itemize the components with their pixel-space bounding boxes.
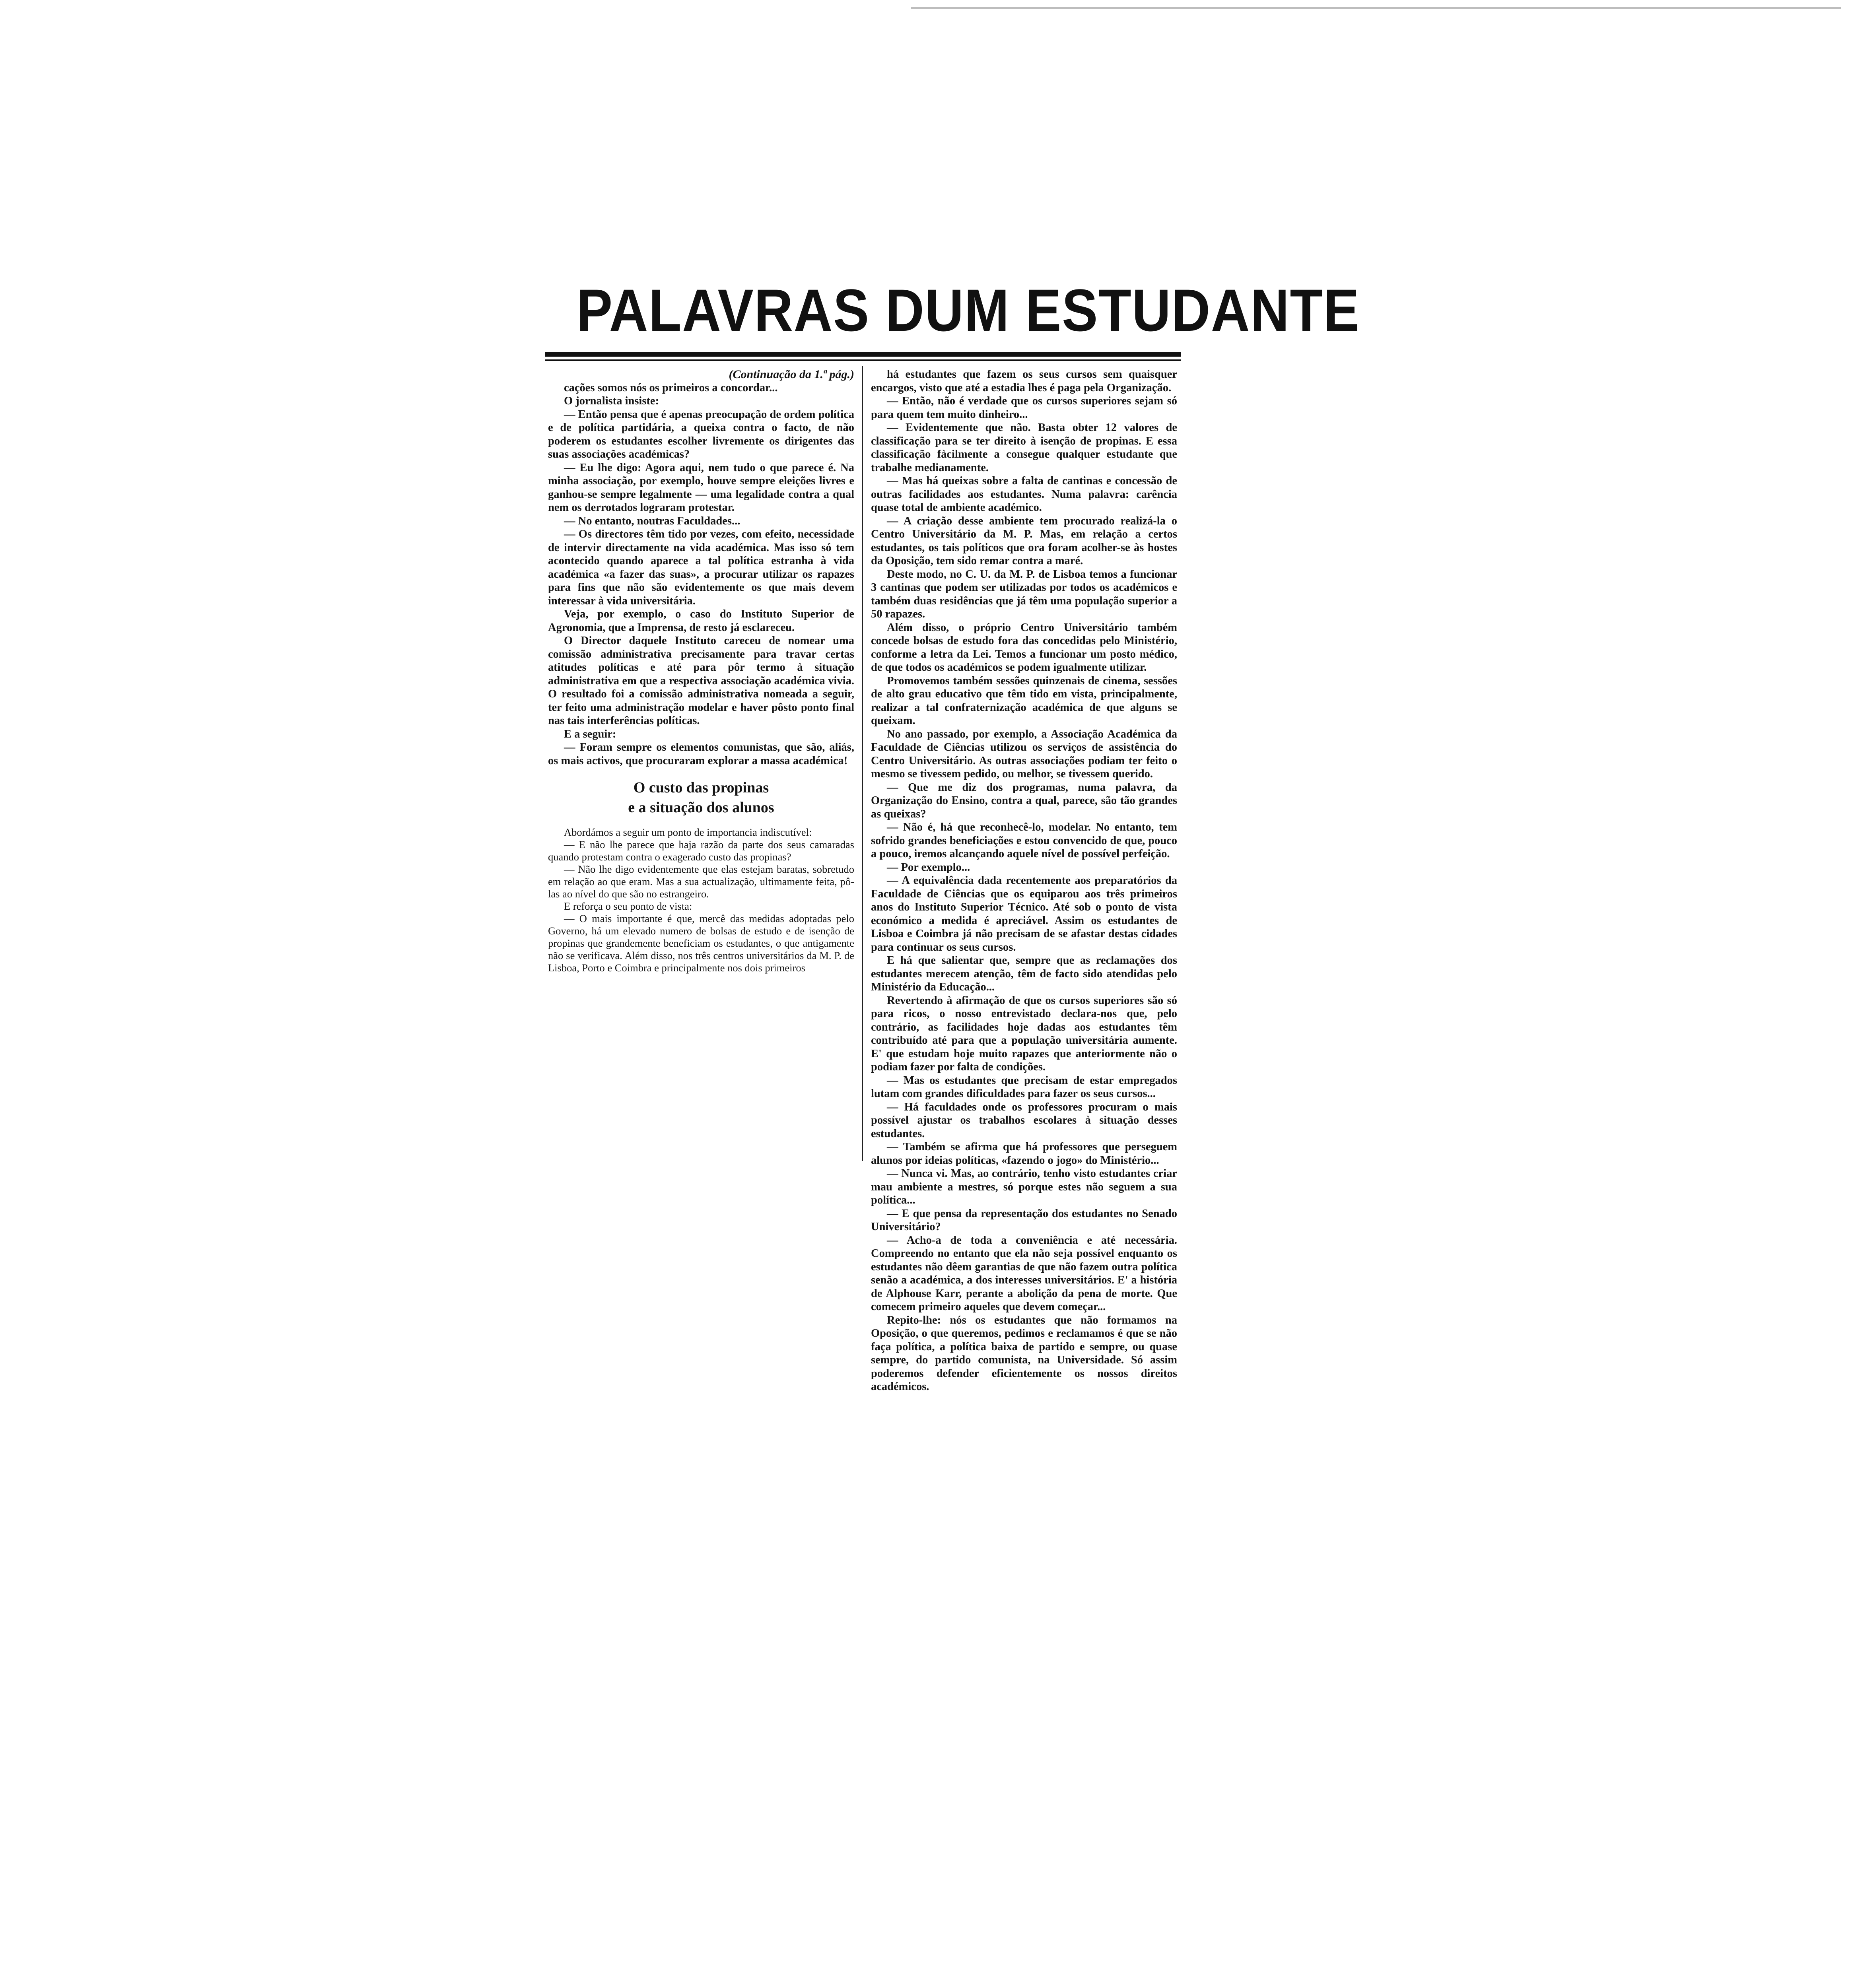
column-divider xyxy=(862,366,863,1161)
article-paragraph: Além disso, o próprio Centro Universitário também concede bolsas de estudo fora das concedidas pelo Ministério, conforme a letra da Lei. Temos a funcionar um posto médico, de que todos os académicos se podem igualmente utilizar. xyxy=(871,621,1177,674)
left-body-part-2 xyxy=(548,826,854,974)
article-paragraph: — Eu lhe digo: Agora aqui, nem tudo o que parece é. Na minha associação, por exemplo, houve sempre eleições livres e ganhou-se sempre legalmente — uma legalidade contra a qual nem os derrotados lograram protestar. xyxy=(548,461,854,514)
headline-rule-thin xyxy=(545,359,1181,361)
article-paragraph: — Então pensa que é apenas preocupação de ordem política e de política partidária, a queixa contra o facto, de não poderem os estudantes escolher livremente os dirigentes das suas associações académicas? xyxy=(548,408,854,460)
article-paragraph: O Director daquele Instituto careceu de nomear uma comissão administrativa precisamente para travar certas atitudes políticas e até para pôr termo à situação administrativa em que a respectiva associação académica vivia. O resultado foi a comissão administrativa nomeada a seguir, ter feito uma administração modelar e haver pôsto ponto final nas tais interferências políticas. xyxy=(548,635,854,727)
subhead-line-1: O custo das propinas xyxy=(633,779,769,796)
headline-rule-thick xyxy=(545,352,1181,357)
article-paragraph: Deste modo, no C. U. da M. P. de Lisboa temos a funcionar 3 cantinas que podem ser utilizadas por todos os académicos e também duas residências que já têm uma população superior a 50 rapazes. xyxy=(871,568,1177,620)
article-paragraph: — Mas há queixas sobre a falta de cantinas e concessão de outras facilidades aos estudantes. Numa palavra: carência quase total de ambiente académico. xyxy=(871,475,1177,514)
article-paragraph: — Evidentemente que não. Basta obter 12 valores de classificação para se ter direito à isenção de propinas. E essa classificação fàcilmente a consegue qualquer estudante que trabalhe medianamente. xyxy=(871,421,1177,474)
right-body xyxy=(871,368,1177,1394)
article-paragraph: — Por exemplo... xyxy=(887,861,970,874)
article-paragraph: — Mas os estudantes que precisam de estar empregados lutam com grandes dificuldades para fazer os seus cursos... xyxy=(871,1074,1177,1100)
article-paragraph: — No entanto, noutras Faculdades... xyxy=(564,514,740,527)
article-paragraph: cações somos nós os primeiros a concordar... xyxy=(564,381,778,394)
article-paragraph: há estudantes que fazem os seus cursos sem quaisquer encargos, visto que até a estadia lhes é paga pela Organização. xyxy=(871,368,1177,394)
article-paragraph: — O mais importante é que, mercê das medidas adoptadas pelo Governo, há um elevado numero de bolsas de estudo e de isenção de propinas que grandemente beneficiam os estudantes, o que antigamente não se verificava. Além disso, nos três centros universitários da M. P. de Lisboa, Porto e Coimbra e principalmente nos dois primeiros xyxy=(548,912,854,974)
article-paragraph: — Nunca vi. Mas, ao contrário, tenho visto estudantes criar mau ambiente a mestres, só porque estes não seguem a sua política... xyxy=(871,1167,1177,1206)
article-paragraph: — E que pensa da representação dos estudantes no Senado Universitário? xyxy=(871,1207,1177,1233)
article-paragraph: — Foram sempre os elementos comunistas, que são, aliás, os mais activos, que procuraram explorar a massa académica! xyxy=(548,741,854,767)
article-paragraph: — Acho-a de toda a conveniência e até necessária. Compreendo no entanto que ela não seja possível enquanto os estudantes não dêem garantias de que não fazem outra política senão a académica, a dos interesses universitários. E' a história de Alphouse Karr, perante a abolição da pena de morte. Que comecem primeiro aqueles que devem começar... xyxy=(871,1234,1177,1313)
subhead-line-2: e a situação dos alunos xyxy=(628,799,774,816)
article-paragraph: O jornalista insiste: xyxy=(564,395,659,407)
article-paragraph: — Também se afirma que há professores que perseguem alunos por ideias políticas, «fazendo o jogo» do Ministério... xyxy=(871,1141,1177,1167)
right-column xyxy=(871,368,1177,1636)
article-paragraph: — Não lhe digo evidentemente que elas estejam baratas, sobretudo em relação ao que eram. Mas a sua actualização, ultimamente feita, pô-las ao nível do que são no estrangeiro. xyxy=(548,863,854,900)
article-paragraph: — Não é, há que reconhecê-lo, modelar. No entanto, tem sofrido grandes beneficiações e estou convencido de que, pouco a pouco, iremos alcançando aquele nível de possível perfeição. xyxy=(871,821,1177,860)
article-paragraph: — Há faculdades onde os professores procuram o mais possível ajustar os trabalhos escolares à situação desses estudantes. xyxy=(871,1101,1177,1140)
article-paragraph: Repito-lhe: nós os estudantes que não formamos na Oposição, o que queremos, pedimos e reclamamos é que se não faça política, a política baixa de partido e sempre, ou quase sempre, do partido comunista, na Universidade. Só assim poderemos defender eficientemente os nossos direitos académicos. xyxy=(871,1314,1177,1393)
article-paragraph: — A equivalência dada recentemente aos preparatórios da Faculdade de Ciências que os equiparou aos três primeiros anos do Instituto Superior Técnico. Até sob o ponto de vista económico a medida é apreciável. Assim os estudantes de Lisboa e Coimbra já não precisam de se afastar destas cidades para continuar os seus cursos. xyxy=(871,874,1177,953)
article-paragraph: E a seguir: xyxy=(564,728,616,740)
scan-edge-line xyxy=(911,7,1841,9)
article-paragraph: — A criação desse ambiente tem procurado realizá-la o Centro Universitário da M. P. Mas, em relação a certos estudantes, os tais políticos que ora foram acolher-se às hostes da Oposição, tem sido remar contra a maré. xyxy=(871,514,1177,567)
article-paragraph: E reforça o seu ponto de vista: xyxy=(564,900,692,912)
article-paragraph: — Que me diz dos programas, numa palavra, da Organização do Ensino, contra a qual, parece, são tão grandes as queixas? xyxy=(871,781,1177,820)
left-body-part-1 xyxy=(548,381,854,768)
article-paragraph: Promovemos também sessões quinzenais de cinema, sessões de alto grau educativo que têm tido em vista, principalmente, realizar a tal confraternização académica de que alguns se queixam. xyxy=(871,674,1177,727)
section-subhead xyxy=(548,778,854,817)
article-paragraph: — E não lhe parece que haja razão da parte dos seus camaradas quando protestam contra o exagerado custo das propinas? xyxy=(548,839,854,863)
newspaper-clipping xyxy=(545,270,1360,1642)
left-column xyxy=(548,368,854,1636)
article-paragraph: — Então, não é verdade que os cursos superiores sejam só para quem tem muito dinheiro... xyxy=(871,395,1177,421)
article-paragraph: Veja, por exemplo, o caso do Instituto Superior de Agronomia, que a Imprensa, de resto já esclareceu. xyxy=(548,608,854,634)
article-paragraph: Abordámos a seguir um ponto de importancia indiscutível: xyxy=(564,826,812,838)
article-paragraph: No ano passado, por exemplo, a Associação Académica da Faculdade de Ciências utilizou os serviços de assistência do Centro Universitário. As outras associações podiam ter feito o mesmo se tivessem pedido, ou melhor, se tivessem querido. xyxy=(871,728,1177,780)
continued-note: (Continuação da 1.ª pág.) xyxy=(729,368,854,381)
article-paragraph: E há que salientar que, sempre que as reclamações dos estudantes merecem atenção, têm de facto sido atendidas pelo Ministério da Educação... xyxy=(871,954,1177,993)
article-paragraph: Revertendo à afirmação de que os cursos superiores são só para ricos, o nosso entrevistado declara-nos que, pelo contrário, as facilidades hoje dadas aos estudantes têm contribuído até para que a população universitária aumente. E' que estudam hoje muito rapazes que anteriormente não o podiam fazer por falta de condições. xyxy=(871,994,1177,1073)
article-paragraph: — Os directores têm tido por vezes, com efeito, necessidade de intervir directamente na vida académica. Mas isso só tem acontecido quando aparece a tal política estranha à vida académica «a fazer das suas», a procurar utilizar os rapazes para fins que não são evidentemente os que mais devem interessar à vida universitária. xyxy=(548,528,854,607)
article-headline: PALAVRAS DUM ESTUDANTE xyxy=(577,277,1360,344)
